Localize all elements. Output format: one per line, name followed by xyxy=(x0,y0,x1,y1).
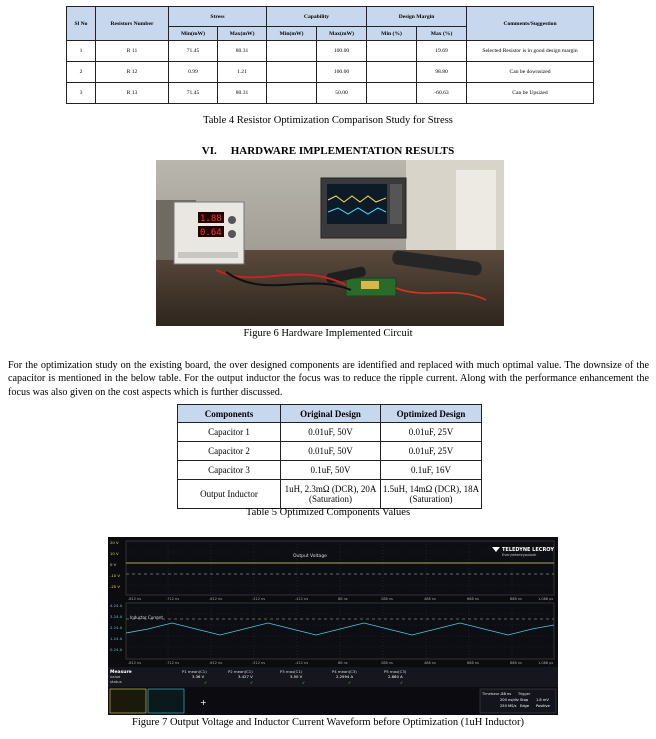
figure7-caption: Figure 7 Output Voltage and Inductor Current Waveform before Optimization (1uH Inductor) xyxy=(132,717,524,728)
cell-optimized: 0.1uF, 16V xyxy=(381,461,482,480)
time-tick: -412 ns xyxy=(295,597,309,601)
status-check-icon: ✓ xyxy=(250,680,254,685)
cell-optimized: 0.01uF, 25V xyxy=(381,423,482,442)
table-row xyxy=(67,41,594,62)
table4-caption: Table 4 Resistor Optimization Comparison Study for Stress xyxy=(203,115,453,126)
i-tick-1: 3.24 A xyxy=(110,614,123,619)
cell-comment: Can be Upsized xyxy=(467,83,594,104)
col-resistor-number: Resistors Number xyxy=(96,7,169,41)
time-tick: 688 ns xyxy=(467,661,479,665)
status-check-icon: ✓ xyxy=(400,680,404,685)
table-row xyxy=(67,83,594,104)
status-check-icon: ✓ xyxy=(302,680,306,685)
table-row xyxy=(178,423,482,442)
cell-optimized: 1.5uH, 14mΩ (DCR), 18A (Saturation) xyxy=(381,480,482,509)
add-channel-icon: + xyxy=(200,698,207,707)
col-dm-max: Max (%) xyxy=(417,27,467,41)
measure-param-name: P2 mean(C1) xyxy=(228,669,253,674)
cell-component: Output Inductor xyxy=(178,480,281,509)
trigger-edge: Edge xyxy=(520,704,530,708)
time-tick: 1.088 µs xyxy=(538,661,554,665)
measure-row-value: value xyxy=(110,674,121,679)
cell-dm-min xyxy=(367,62,417,83)
cell-original: 0.01uF, 50V xyxy=(281,423,381,442)
measure-param-value: 3.427 V xyxy=(238,674,253,679)
cell-cap-max: 50.00 xyxy=(317,83,367,104)
cell-original: 1uH, 2.3mΩ (DCR), 20A (Saturation) xyxy=(281,480,381,509)
col-sl-no: Sl No xyxy=(67,7,96,41)
time-tick: -612 ns xyxy=(209,661,223,665)
i-tick-2: 2.24 A xyxy=(110,625,123,630)
v-tick-1: 10 V xyxy=(110,551,119,556)
cell-comment: Selected Resistor is in good design margin xyxy=(467,41,594,62)
v-tick-2: 0 V xyxy=(110,562,117,567)
timebase-label: Timebase xyxy=(482,692,500,696)
measure-param-value: 3.36 V xyxy=(192,674,205,679)
time-tick: -712 ns xyxy=(166,597,180,601)
col-components: Components xyxy=(178,405,281,423)
timebase-rate: 250 MS/s xyxy=(500,704,517,708)
trigger-label: Trigger xyxy=(518,692,531,696)
measure-param-name: P5 max(C3) xyxy=(384,669,407,674)
time-tick: -712 ns xyxy=(166,661,180,665)
table-row xyxy=(67,62,594,83)
measure-panel xyxy=(108,667,558,687)
cell-comment: Can be downsized xyxy=(467,62,594,83)
time-tick: -612 ns xyxy=(209,597,223,601)
cell-dm-min xyxy=(367,83,417,104)
cell-resistor: R 11 xyxy=(96,41,169,62)
status-check-icon: ✓ xyxy=(348,680,352,685)
cell-stress-max: 80.31 xyxy=(218,83,267,104)
figure6-caption: Figure 6 Hardware Implemented Circuit xyxy=(243,328,413,339)
time-tick: -512 ns xyxy=(252,597,266,601)
table5-caption: Table 5 Optimized Components Values xyxy=(245,507,411,518)
cell-original: 0.01uF, 50V xyxy=(281,442,381,461)
col-design-margin: Design Margin xyxy=(367,7,467,27)
cell-cap-min xyxy=(267,62,317,83)
cell-dm-max: 19.69 xyxy=(417,41,467,62)
cell-dm-min xyxy=(367,41,417,62)
col-original-design: Original Design xyxy=(281,405,381,423)
body-paragraph: For the optimization study on the existing board, the over designed components are identified and replaced with much optimal value. The downsize of the capacitor is mentioned in the below table. For the output inductor the focus was to reduce the ripple current. Along with the performance enhancement the focus was also given on the cost aspects which is further discussed. xyxy=(8,360,649,398)
measure-param-name: P4 mean(C3) xyxy=(332,669,357,674)
time-tick: 688 ns xyxy=(467,597,479,601)
cell-dm-max: 98.80 xyxy=(417,62,467,83)
time-tick: 88 ns xyxy=(338,597,348,601)
measure-param-name: P1 mean(C1) xyxy=(182,669,207,674)
current-grid xyxy=(110,603,554,659)
time-tick: 288 ns xyxy=(381,661,393,665)
col-comments: Comments/Suggestion xyxy=(467,7,594,41)
v-tick-3: -10 V xyxy=(110,573,121,578)
cell-component: Capacitor 3 xyxy=(178,461,281,480)
col-stress-min: Min(mW) xyxy=(169,27,218,41)
measure-title: Measure xyxy=(110,670,132,675)
col-capability: Capability xyxy=(267,7,367,27)
col-stress: Stress xyxy=(169,7,267,27)
timebase-panel xyxy=(480,689,556,713)
cell-stress-min: 71.45 xyxy=(169,83,218,104)
cell-optimized: 0.01uF, 25V xyxy=(381,442,482,461)
cell-stress-max: 1.21 xyxy=(218,62,267,83)
oscilloscope-display xyxy=(108,537,558,715)
time-tick: 1.088 µs xyxy=(538,597,554,601)
col-optimized-design: Optimized Design xyxy=(381,405,482,423)
measure-param-value: 3.50 V xyxy=(290,674,303,679)
cell-cap-min xyxy=(267,83,317,104)
timebase-div: 200 ns/div xyxy=(500,698,519,702)
cell-stress-min: 0.99 xyxy=(169,62,218,83)
measure-param-value: 2.880 A xyxy=(388,674,403,679)
i-tick-4: 0.24 A xyxy=(110,647,123,652)
table-row xyxy=(178,461,482,480)
oscilloscope-screenshot xyxy=(108,537,558,715)
section-heading xyxy=(0,145,656,157)
section-title: HARDWARE IMPLEMENTATION RESULTS xyxy=(230,145,455,157)
col-cap-min: Min(mW) xyxy=(267,27,317,41)
cell-original: 0.1uF, 50V xyxy=(281,461,381,480)
measure-param-name: P3 max(C1) xyxy=(280,669,303,674)
cell-dm-max: -60.63 xyxy=(417,83,467,104)
table-row xyxy=(178,442,482,461)
time-tick: 888 ns xyxy=(510,597,522,601)
trigger-slope: Positive xyxy=(536,704,550,708)
hardware-photo xyxy=(156,160,504,326)
time-tick: -512 ns xyxy=(252,661,266,665)
cell-stress-max: 80.31 xyxy=(218,41,267,62)
cell-cap-min xyxy=(267,41,317,62)
cell-component: Capacitor 1 xyxy=(178,423,281,442)
i-tick-3: 1.24 A xyxy=(110,636,123,641)
trigger-level: 1.8 mV xyxy=(536,698,549,702)
optimized-components-table xyxy=(177,404,482,509)
measure-row-status: status xyxy=(110,679,122,684)
brand-sub: Everywhereyoulook xyxy=(502,553,537,557)
time-tick: 488 ns xyxy=(424,661,436,665)
cell-cap-max: 100.00 xyxy=(317,41,367,62)
cell-stress-min: 71.45 xyxy=(169,41,218,62)
cell-sl: 3 xyxy=(67,83,96,104)
time-tick: 88 ns xyxy=(338,661,348,665)
table-row xyxy=(178,480,482,509)
timebase-value: -88 ns xyxy=(500,692,512,696)
cell-resistor: R 13 xyxy=(96,83,169,104)
trace-label-current: Inductor Current xyxy=(130,615,163,620)
section-number: VI. xyxy=(201,145,217,157)
hardware-photo-illustration xyxy=(156,160,504,326)
i-tick-0: 4.24 A xyxy=(110,603,123,608)
v-tick-0: 20 V xyxy=(110,540,119,545)
brand-name: TELEDYNE LECROY xyxy=(502,547,554,553)
time-tick: 488 ns xyxy=(424,597,436,601)
col-cap-max: Max(mW) xyxy=(317,27,367,41)
time-tick: -412 ns xyxy=(295,661,309,665)
col-dm-min: Min (%) xyxy=(367,27,417,41)
status-check-icon: ✓ xyxy=(204,680,208,685)
v-tick-4: -20 V xyxy=(110,584,121,589)
cell-component: Capacitor 2 xyxy=(178,442,281,461)
col-stress-max: Max(mW) xyxy=(218,27,267,41)
trace-label-voltage: Output Voltage xyxy=(293,554,327,559)
trigger-mode: Stop xyxy=(520,698,529,702)
resistor-stress-table xyxy=(66,6,594,104)
cell-sl: 1 xyxy=(67,41,96,62)
time-tick: -812 ns xyxy=(128,597,142,601)
time-tick: 288 ns xyxy=(381,597,393,601)
time-tick: 888 ns xyxy=(510,661,522,665)
voltage-grid xyxy=(110,540,554,595)
supply-display-1: 1.88 xyxy=(200,214,222,224)
cell-cap-max: 100.00 xyxy=(317,62,367,83)
supply-display-2: 0.64 xyxy=(200,228,222,238)
cell-sl: 2 xyxy=(67,62,96,83)
time-tick: -812 ns xyxy=(128,661,142,665)
cell-resistor: R 12 xyxy=(96,62,169,83)
measure-param-value: 2.2994 A xyxy=(336,674,354,679)
